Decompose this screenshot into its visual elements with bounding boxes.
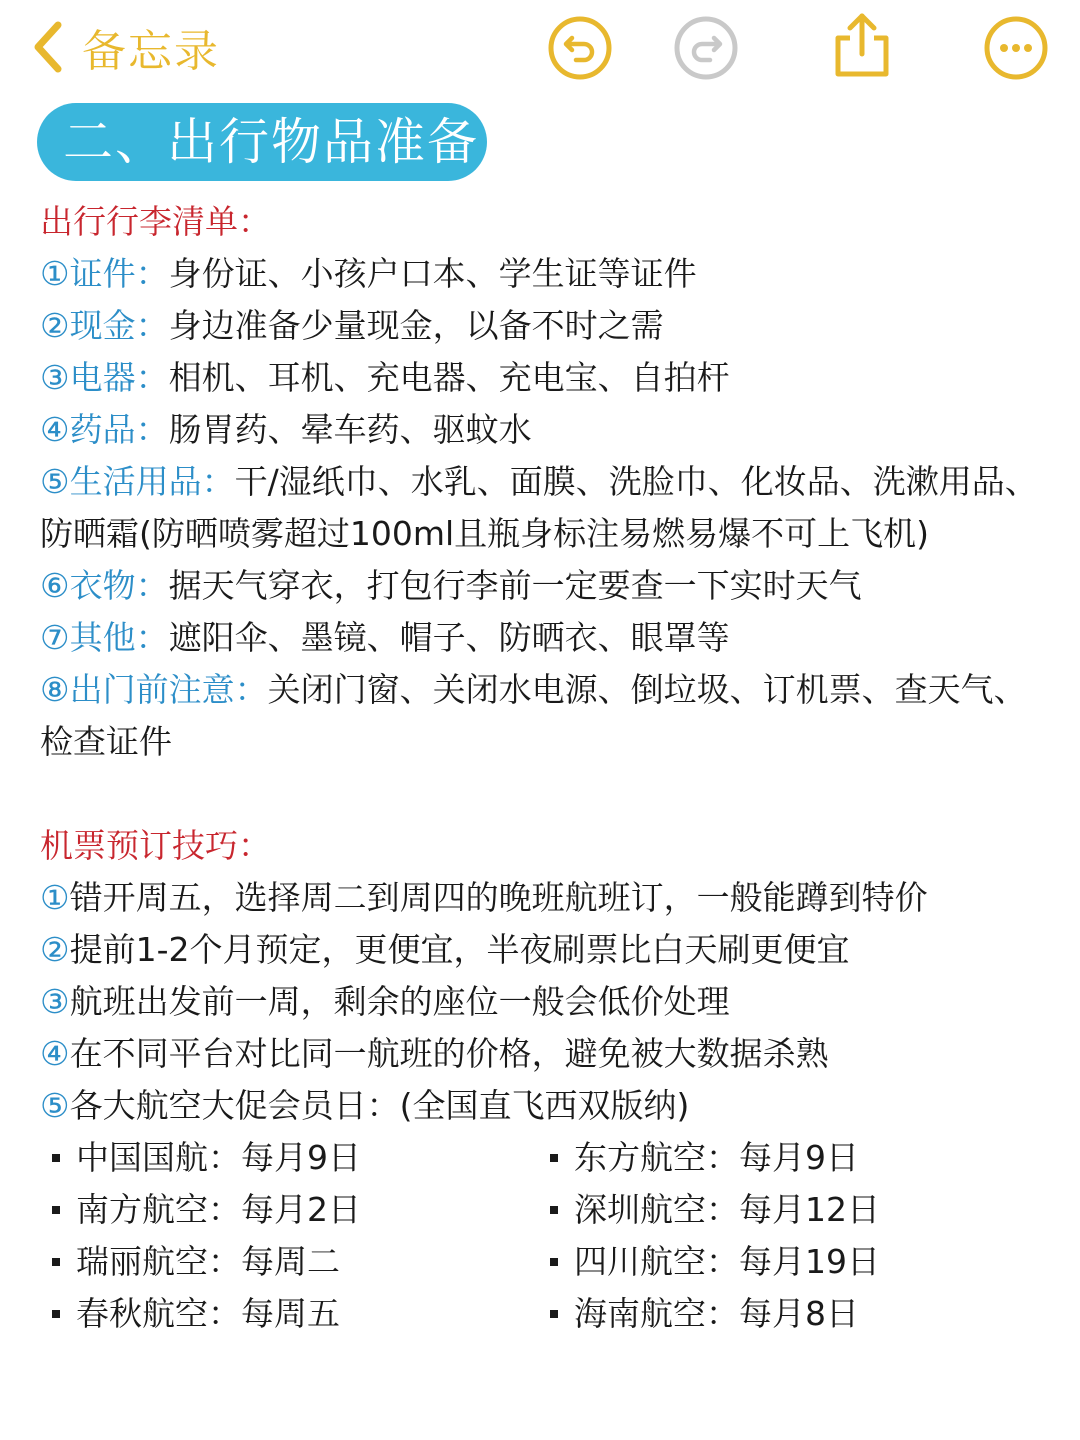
airline-text: 中国国航：每月9日 xyxy=(76,1138,361,1177)
redo-icon xyxy=(672,14,740,82)
bullet-icon xyxy=(52,1258,60,1266)
bullet-icon xyxy=(550,1310,558,1318)
list-item xyxy=(40,560,1050,612)
item-label: ⑧出门前注意： xyxy=(40,670,268,709)
airline-item xyxy=(52,1236,550,1288)
item-number: ⑤ xyxy=(40,1086,70,1125)
luggage-heading: 出行行李清单： xyxy=(40,202,271,241)
item-label: ④药品： xyxy=(40,410,169,449)
airline-text: 南方航空：每月2日 xyxy=(76,1190,361,1229)
item-label: ⑤生活用品： xyxy=(40,462,235,501)
back-button[interactable] xyxy=(30,12,220,82)
item-label: ⑥衣物： xyxy=(40,566,169,605)
item-label: ⑦其他： xyxy=(40,618,169,657)
item-text: 航班出发前一周，剩余的座位一般会低价处理 xyxy=(69,982,730,1021)
airline-item xyxy=(550,1236,1050,1288)
item-text: 遮阳伞、墨镜、帽子、防晒衣、眼罩等 xyxy=(168,618,730,657)
bullet-icon xyxy=(550,1154,558,1162)
redo-button[interactable] xyxy=(672,14,740,82)
airline-item xyxy=(52,1132,550,1184)
undo-icon xyxy=(546,14,614,82)
airline-text: 瑞丽航空：每周二 xyxy=(76,1242,340,1281)
back-label[interactable]: 备忘录 xyxy=(82,26,220,77)
item-label: ②现金： xyxy=(40,306,169,345)
airline-item xyxy=(550,1184,1050,1236)
list-item xyxy=(40,872,1050,924)
airline-item xyxy=(52,1184,550,1236)
bullet-icon xyxy=(550,1206,558,1214)
item-text: 在不同平台对比同一航班的价格，避免被大数据杀熟 xyxy=(69,1034,829,1073)
airline-item xyxy=(550,1288,1050,1340)
item-text: 身边准备少量现金，以备不时之需 xyxy=(168,306,664,345)
bullet-icon xyxy=(52,1206,60,1214)
bullet-icon xyxy=(52,1310,60,1318)
bullet-icon xyxy=(550,1258,558,1266)
item-label: ③电器： xyxy=(40,358,169,397)
item-text: 相机、耳机、充电器、充电宝、自拍杆 xyxy=(168,358,730,397)
item-text: 干/湿纸巾、水乳、面膜、洗脸巾、化妆品、洗漱用品、防晒霜(防晒喷雾超过100ml且瓶身标注易燃易爆不可上飞机) xyxy=(40,462,1038,553)
share-button[interactable] xyxy=(828,8,896,76)
item-text: 提前1-2个月预定，更便宜，半夜刷票比白天刷更便宜 xyxy=(69,930,850,969)
list-item xyxy=(40,1028,1050,1080)
undo-button[interactable] xyxy=(546,14,614,82)
list-item xyxy=(40,352,1050,404)
ticket-tips-heading: 机票预订技巧： xyxy=(40,826,271,865)
item-number: ③ xyxy=(40,982,70,1021)
list-item xyxy=(40,664,1050,768)
note-content[interactable] xyxy=(40,196,1050,1340)
airline-item xyxy=(550,1132,1050,1184)
item-text: 错开周五，选择周二到周四的晚班航班订，一般能蹲到特价 xyxy=(69,878,928,917)
item-number: ① xyxy=(40,878,70,917)
list-item xyxy=(40,1080,1050,1132)
list-item xyxy=(40,456,1050,560)
item-text: 身份证、小孩户口本、学生证等证件 xyxy=(168,254,697,293)
list-item xyxy=(40,976,1050,1028)
list-item xyxy=(40,300,1050,352)
chevron-left-icon xyxy=(30,19,64,75)
list-item xyxy=(40,924,1050,976)
airline-member-days xyxy=(52,1132,1050,1340)
airline-item xyxy=(52,1288,550,1340)
bullet-icon xyxy=(52,1154,60,1162)
section-title: 二、出行物品准备 xyxy=(37,103,487,181)
share-icon xyxy=(828,8,896,80)
spacer xyxy=(40,768,1050,820)
item-label: ①证件： xyxy=(40,254,169,293)
list-item xyxy=(40,248,1050,300)
list-item xyxy=(40,404,1050,456)
airline-text: 春秋航空：每周五 xyxy=(76,1294,340,1333)
airline-text: 深圳航空：每月12日 xyxy=(574,1190,880,1229)
airline-text: 海南航空：每月8日 xyxy=(574,1294,859,1333)
list-item xyxy=(40,612,1050,664)
item-text: 据天气穿衣，打包行李前一定要查一下实时天气 xyxy=(168,566,862,605)
item-text: 肠胃药、晕车药、驱蚊水 xyxy=(168,410,532,449)
more-button[interactable] xyxy=(982,14,1050,82)
airline-text: 四川航空：每月19日 xyxy=(574,1242,880,1281)
airline-text: 东方航空：每月9日 xyxy=(574,1138,859,1177)
item-text: 关闭门窗、关闭水电源、倒垃圾、订机票、查天气、检查证件 xyxy=(40,670,1027,761)
item-number: ② xyxy=(40,930,70,969)
navigation-bar xyxy=(0,0,1080,96)
more-icon xyxy=(982,14,1050,82)
item-number: ④ xyxy=(40,1034,70,1073)
item-text: 各大航空大促会员日：(全国直飞西双版纳) xyxy=(69,1086,690,1125)
